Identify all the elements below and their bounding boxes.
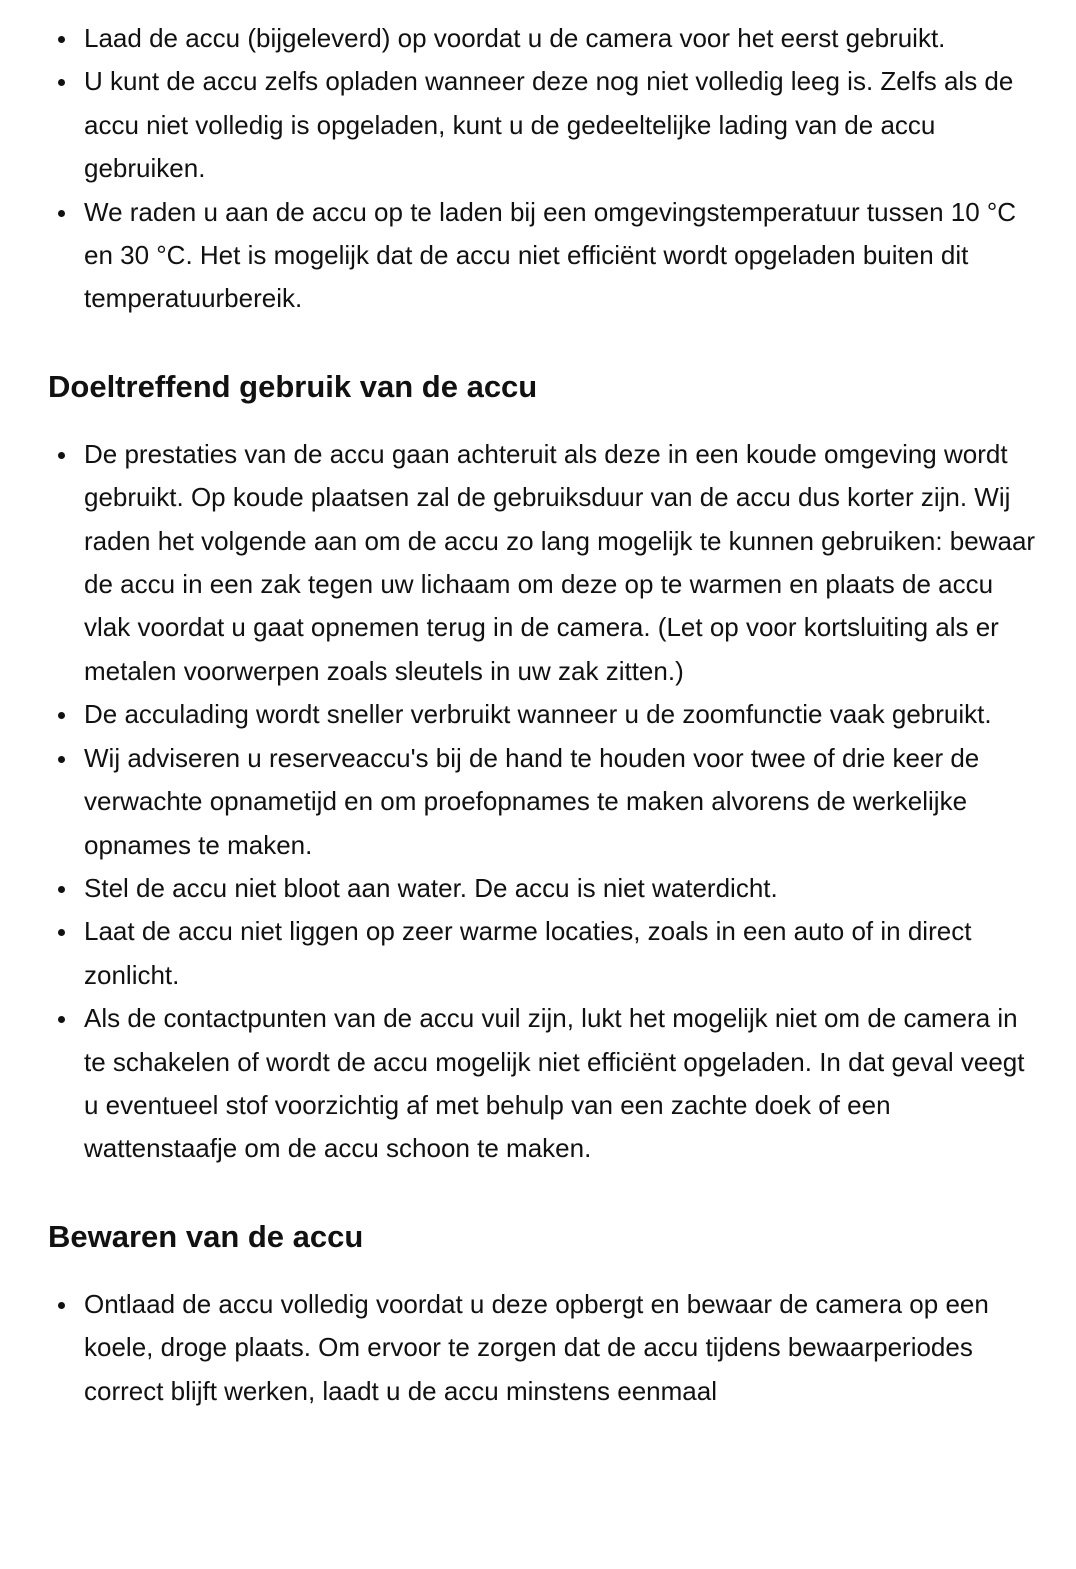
section-heading-efficient-use: Doeltreffend gebruik van de accu [48, 368, 538, 404]
list-item: Laat de accu niet liggen op zeer warme locaties, zoals in een auto of in direct zonlicht. [48, 910, 1036, 997]
charging-tips-list [48, 0, 1036, 321]
list-item: De acculading wordt sneller verbruikt wanneer u de zoomfunctie vaak gebruikt. [48, 693, 1036, 736]
storage-list [48, 1283, 1036, 1413]
list-item: Stel de accu niet bloot aan water. De accu is niet waterdicht. [48, 867, 1036, 910]
list-item: De prestaties van de accu gaan achteruit als deze in een koude omgeving wordt gebruikt. Op koude plaatsen zal de gebruiksduur van de accu dus korter zijn. Wij raden het volgende aan om de accu zo lang mogelijk te kunnen gebruiken: bewaar de accu in een zak tegen uw lichaam om deze op te warmen en plaats de accu vlak voordat u gaat opnemen terug in de camera. (Let op voor kortsluiting als er metalen voorwerpen zoals sleutels in uw zak zitten.) [48, 433, 1036, 693]
section-heading-storage: Bewaren van de accu [48, 1218, 364, 1254]
list-item: Ontlaad de accu volledig voordat u deze opbergt en bewaar de camera op een koele, droge plaats. Om ervoor te zorgen dat de accu tijdens bewaarperiodes correct blijft werken, laadt u de accu minstens eenmaal [48, 1283, 1036, 1413]
list-item: Laad de accu (bijgeleverd) op voordat u de camera voor het eerst gebruikt. [48, 17, 1036, 60]
efficient-use-list [48, 433, 1036, 1171]
list-item: Als de contactpunten van de accu vuil zijn, lukt het mogelijk niet om de camera in te schakelen of wordt de accu mogelijk niet efficiënt opgeladen. In dat geval veegt u eventueel stof voorzichtig af met behulp van een zachte doek of een wattenstaafje om de accu schoon te maken. [48, 997, 1036, 1171]
list-item: We raden u aan de accu op te laden bij een omgevingstemperatuur tussen 10 °C en 30 °C. Het is mogelijk dat de accu niet efficiënt wordt opgeladen buiten dit temperatuurbereik. [48, 191, 1036, 321]
list-item: Wij adviseren u reserveaccu's bij de hand te houden voor twee of drie keer de verwachte opnametijd en om proefopnames te maken alvorens de werkelijke opnames te maken. [48, 737, 1036, 867]
list-item: U kunt de accu zelfs opladen wanneer deze nog niet volledig leeg is. Zelfs als de accu niet volledig is opgeladen, kunt u de gedeeltelijke lading van de accu gebruiken. [48, 60, 1036, 190]
